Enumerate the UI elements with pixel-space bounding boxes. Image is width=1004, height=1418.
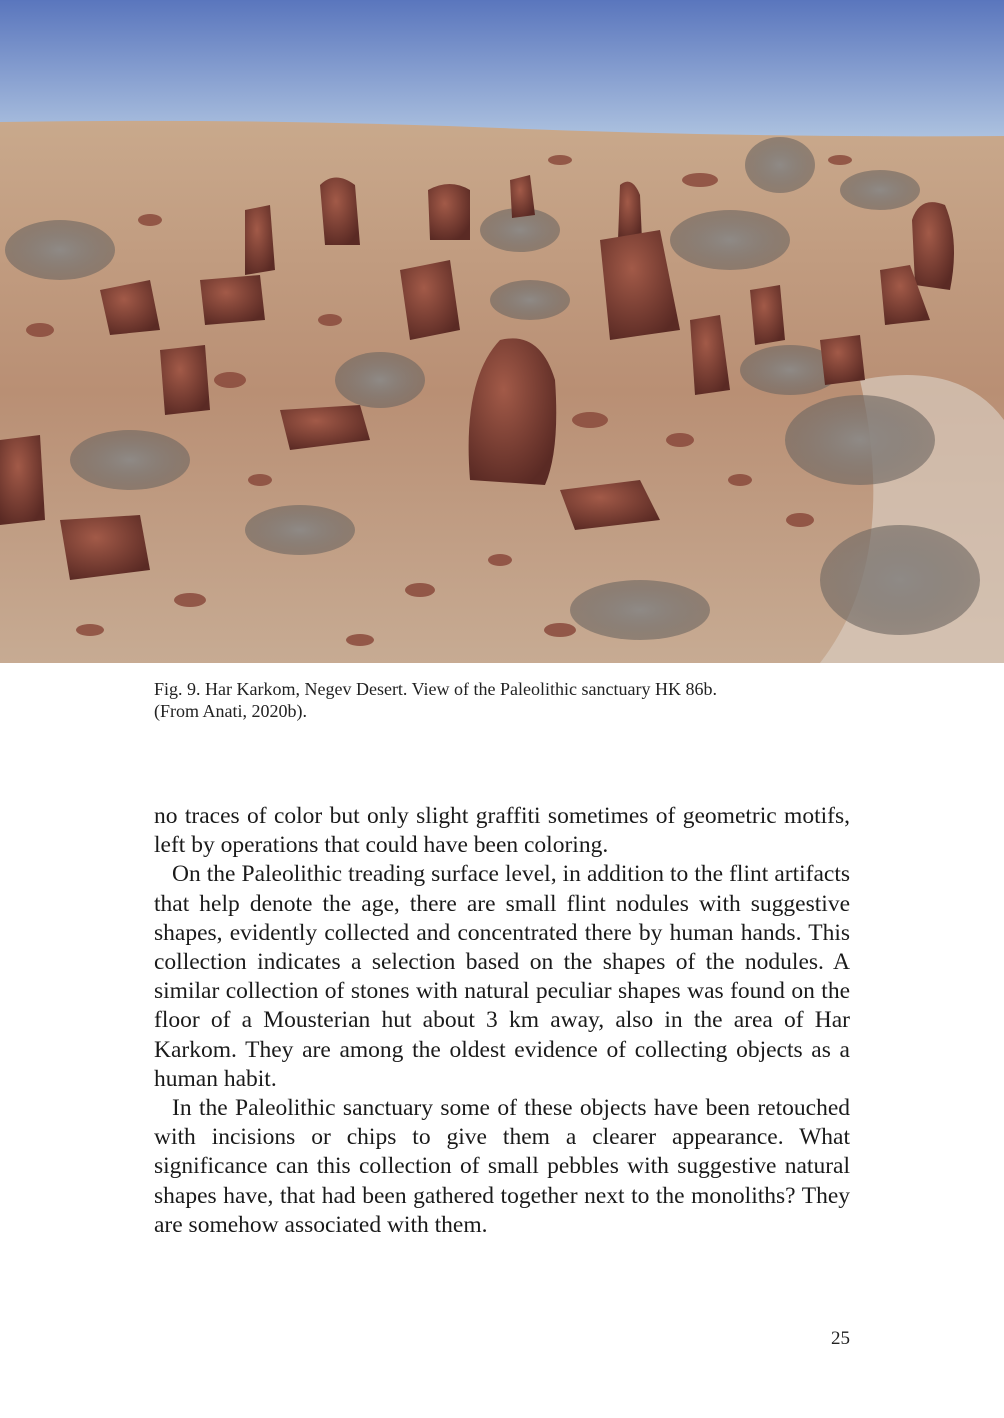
paragraph-1: no traces of color but only slight graffiti sometimes of geometric motifs, left by operations that could have been coloring. xyxy=(154,803,850,859)
paragraph-3: In the Paleolithic sanctuary some of these objects have been retouched with incisions or chips to give them a clearer appearance. What significance can this collection of small pebbles with suggestive natural shapes have, that had been gathered together next to the monoliths? They are somehow associated with them. xyxy=(154,1095,850,1238)
figure-caption-line-2: (From Anati, 2020b). xyxy=(154,701,307,721)
figure-caption-line-1: Fig. 9. Har Karkom, Negev Desert. View of the Paleolithic sanctuary HK 86b. xyxy=(154,679,717,699)
paragraph-2: On the Paleolithic treading surface level, in addition to the flint artifacts that help denote the age, there are small flint nodules with suggestive shapes, evidently collected and concentrated there by human hands. This collection indicates a selection based on the shapes of the nodules. A similar collection of stones with natural peculiar shapes was found on the floor of a Mousterian hut about 3 km away, also in the area of Har Karkom. They are among the oldest evidence of collecting objects as a human habit. xyxy=(154,861,850,1092)
photo-har-karkom-sanctuary xyxy=(0,0,1004,663)
page-number: 25 xyxy=(831,1328,850,1349)
body-text xyxy=(154,802,850,1240)
desert-landscape-image xyxy=(0,0,1004,663)
figure-caption xyxy=(154,678,854,722)
